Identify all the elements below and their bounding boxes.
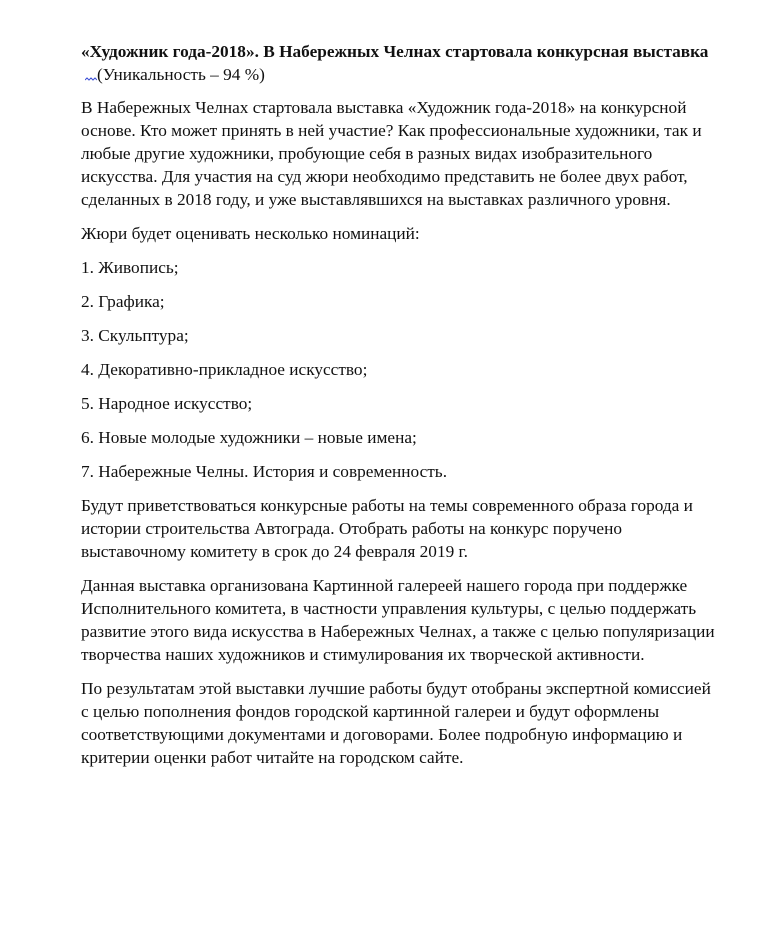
results-paragraph: По результатам этой выставки лучшие работы будут отобраны экспертной комиссией с целью пополнения фондов городской картинной галереи и будут оформлены соответствующими документами и договорами. Более подробную информацию и критерии оценки работ читайте на городском сайте. xyxy=(81,679,711,767)
nomination-item: 5. Народное искусство; xyxy=(81,394,253,413)
article-title-text: «Художник года-2018». В Набережных Челнах стартовала конкурсная выставка xyxy=(81,42,709,61)
nomination-item: 2. Графика; xyxy=(81,292,165,311)
uniqueness-note: (Уникальность – 94 %) xyxy=(97,65,265,84)
nomination-item: 6. Новые молодые художники – новые имена; xyxy=(81,428,417,447)
article-title xyxy=(81,40,721,86)
intro-paragraph: В Набережных Челнах стартовала выставка «Художник года-2018» на конкурсной основе. Кто может принять в ней участие? Как профессиональные художники, так и любые другие художники, пробующие себя в разных видах изобразительного искусства. Для участия на суд жюри необходимо представить не более двух работ, сделанных в 2018 году, и уже выставлявшихся на выставках различного уровня. xyxy=(81,98,702,209)
nomination-item: 3. Скульптура; xyxy=(81,326,189,345)
nomination-item: 7. Набережные Челны. История и современность. xyxy=(81,462,448,481)
spellcheck-underline-icon xyxy=(85,74,97,82)
themes-paragraph: Будут приветствоваться конкурсные работы на темы современного образа города и истории строительства Автограда. Отобрать работы на конкурс поручено выставочному комитету в срок до 24 февраля 2019 г. xyxy=(81,496,693,561)
nomination-item: 4. Декоративно-прикладное искусство; xyxy=(81,360,368,379)
document-page xyxy=(81,40,721,780)
jury-intro: Жюри будет оценивать несколько номинаций: xyxy=(81,224,420,243)
organizer-paragraph: Данная выставка организована Картинной галереей нашего города при поддержке Исполнительного комитета, в частности управления культуры, с целью поддержать развитие этого вида искусства в Набережных Челнах, а также с целью популяризации творчества наших художников и стимулирования их творческой активности. xyxy=(81,576,715,664)
nomination-item: 1. Живопись; xyxy=(81,258,179,277)
nomination-list xyxy=(81,256,721,483)
